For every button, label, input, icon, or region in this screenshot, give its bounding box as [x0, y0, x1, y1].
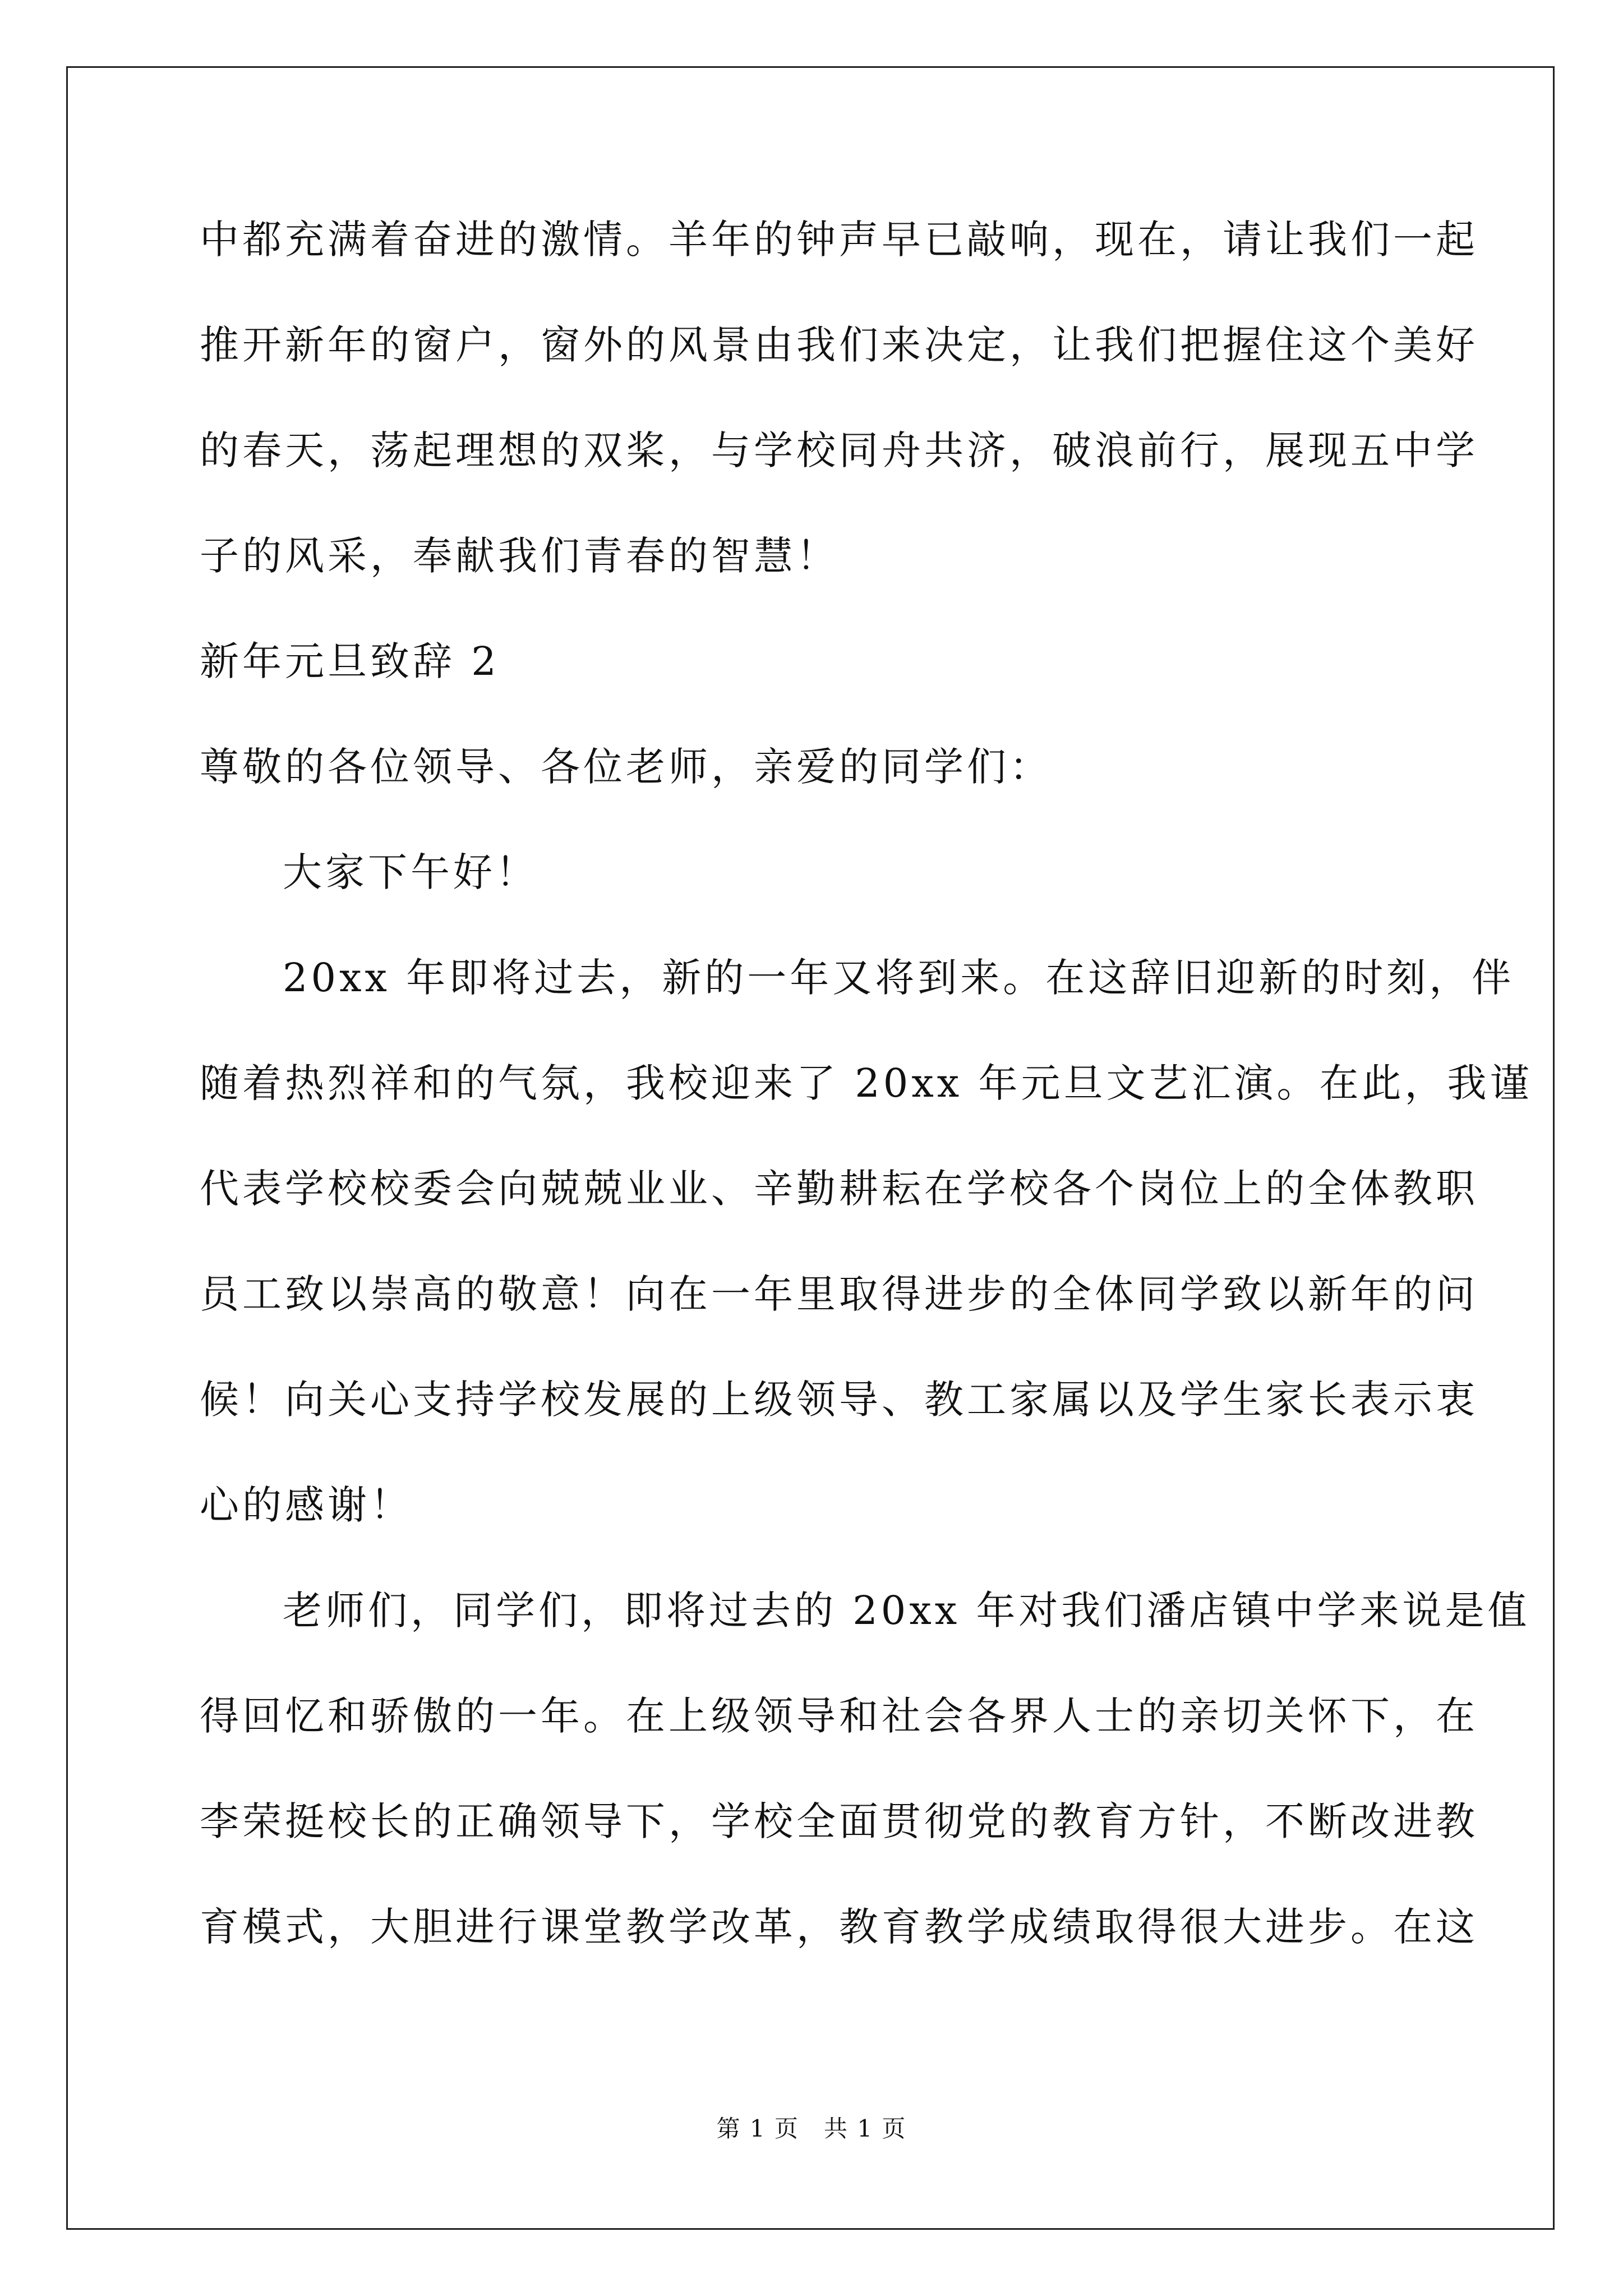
section-heading: 新年元旦致辞 2: [200, 638, 500, 684]
text-line: 推开新年的窗户，窗外的风景由我们来决定，让我们把握住这个美好: [200, 322, 1478, 368]
text-line: 老师们，同学们，即将过去的 20xx 年对我们潘店镇中学来说是值: [283, 1588, 1530, 1634]
text-line: 育模式，大胆进行课堂教学改革，教育教学成绩取得很大进步。在这: [200, 1904, 1478, 1950]
page-footer: 第 1 页 共 1 页: [716, 2115, 907, 2142]
text-line: 李荣挺校长的正确领导下，学校全面贯彻党的教育方针，不断改进教: [200, 1798, 1478, 1844]
text-line: 中都充满着奋进的激情。羊年的钟声早已敲响，现在，请让我们一起: [200, 217, 1478, 263]
text-line: 得回忆和骄傲的一年。在上级领导和社会各界人士的亲切关怀下，在: [200, 1693, 1478, 1739]
text-line: 20xx 年即将过去，新的一年又将到来。在这辞旧迎新的时刻，伴: [283, 955, 1515, 1001]
text-line: 心的感谢！: [200, 1482, 413, 1528]
text-line: 代表学校校委会向兢兢业业、辛勤耕耘在学校各个岗位上的全体教职: [200, 1166, 1478, 1212]
text-line: 的春天，荡起理想的双桨，与学校同舟共济，破浪前行，展现五中学: [200, 427, 1478, 473]
salutation: 尊敬的各位领导、各位老师，亲爱的同学们：: [200, 744, 1052, 790]
text-line: 候！向关心支持学校发展的上级领导、教工家属以及学生家长表示衷: [200, 1377, 1478, 1423]
text-line: 随着热烈祥和的气氛，我校迎来了 20xx 年元旦文艺汇演。在此，我谨: [200, 1060, 1533, 1106]
greeting: 大家下午好！: [283, 849, 538, 895]
text-line: 子的风采，奉献我们青春的智慧！: [200, 533, 839, 579]
document-body: [200, 217, 1533, 2013]
text-line: 员工致以崇高的敬意！向在一年里取得进步的全体同学致以新年的问: [200, 1271, 1478, 1317]
